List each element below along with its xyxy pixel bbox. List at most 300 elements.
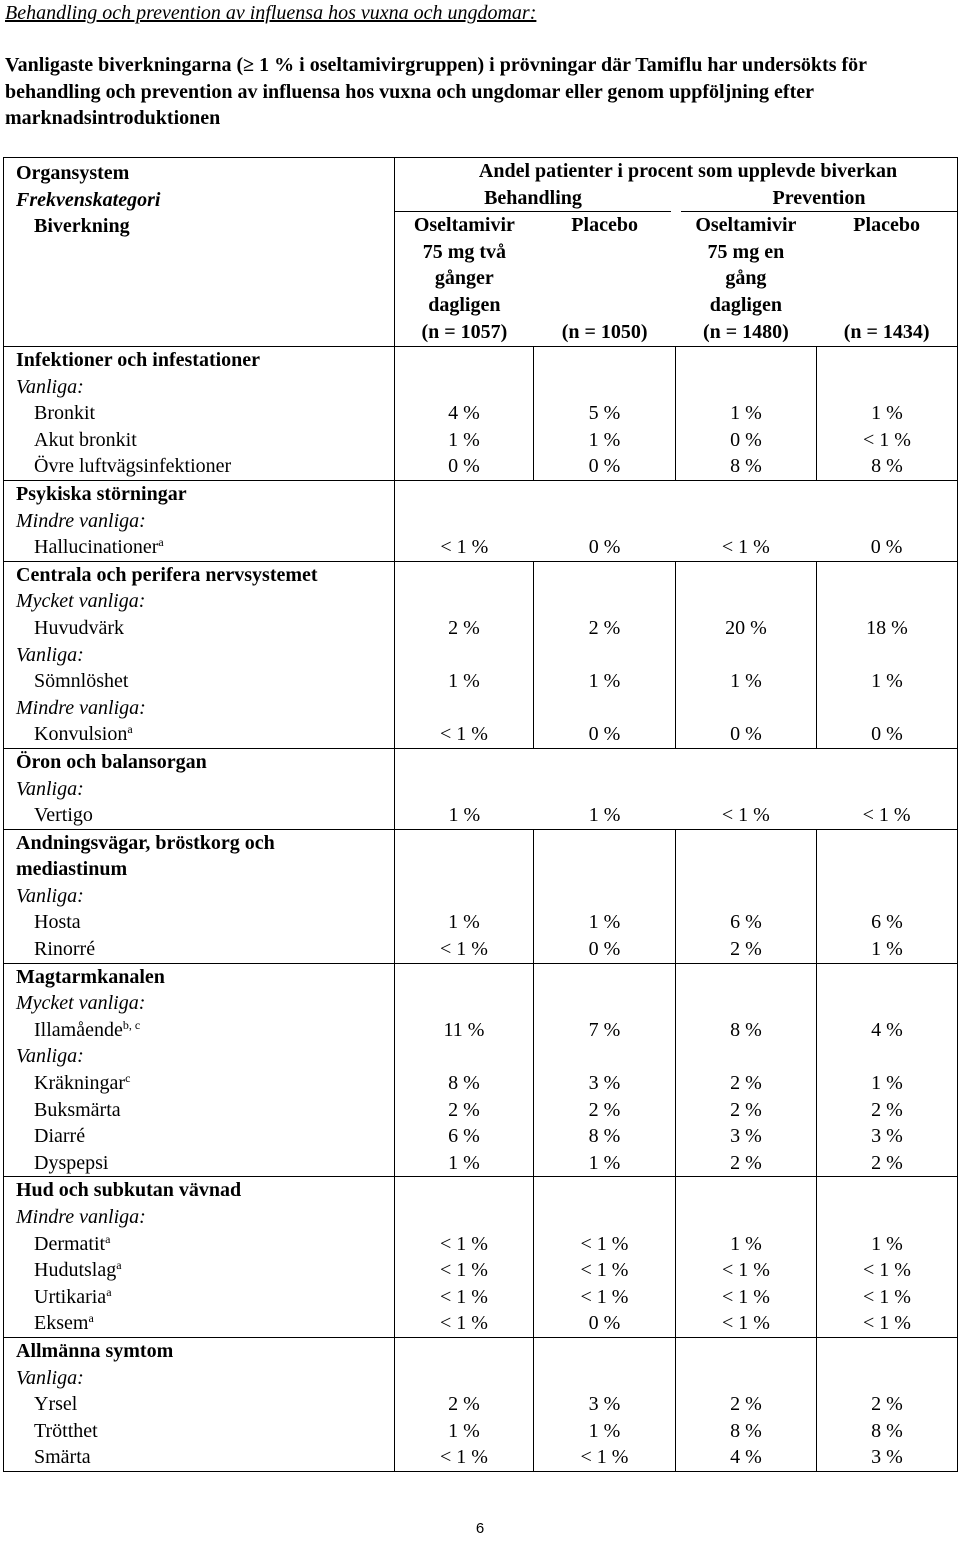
percent-value: 1 %: [448, 428, 480, 451]
value-line: [395, 802, 957, 829]
percent-value: 2 %: [730, 1072, 762, 1095]
percent-value: 0 %: [588, 536, 621, 559]
percent-value: 4 %: [448, 402, 480, 425]
percent-header: [395, 158, 958, 347]
section-values-column: [534, 1177, 676, 1338]
adverse-reaction-name: [4, 400, 394, 427]
header-column-1-line: (n = 1050): [561, 320, 648, 343]
blank-line: [395, 749, 957, 776]
row-label: Vertigo: [34, 804, 93, 827]
percent-value: 2 %: [730, 1393, 762, 1416]
percent-value: 1 %: [588, 804, 621, 827]
section-title: Öron och balansorgan: [16, 750, 207, 773]
section-title: Magtarmkanalen: [16, 965, 165, 988]
percent-value: 1 %: [588, 1419, 621, 1442]
percent-value: < 1 %: [440, 536, 489, 559]
row-label: Rinorré: [34, 938, 96, 961]
section-values-cell: [395, 748, 958, 829]
row-label: Vanliga:: [16, 375, 84, 398]
header-column-1-line: Placebo: [571, 214, 638, 237]
section-values-column: [817, 1177, 958, 1338]
adverse-reaction-name: [4, 534, 394, 561]
header-biverkning: Biverkning: [34, 215, 130, 238]
section-organ-cell: [4, 480, 395, 561]
blank-line: [676, 1365, 816, 1392]
section-organ-cell: [4, 829, 395, 963]
percent-value: 3 %: [588, 1393, 621, 1416]
row-label: Mindre vanliga:: [16, 509, 146, 532]
blank-line: [395, 1043, 533, 1070]
row-label: Kräkningar: [34, 1072, 126, 1095]
percent-value: < 1 %: [440, 1259, 488, 1282]
percent-value: 4 %: [871, 1018, 903, 1041]
adverse-reaction-name: [4, 1017, 394, 1044]
percent-value: < 1 %: [863, 1312, 911, 1335]
section-values-cell: [395, 480, 958, 561]
blank-line: [534, 642, 675, 669]
header-column-1-line: [534, 239, 676, 266]
footnote-marker: a: [116, 1258, 122, 1273]
section-row: [4, 829, 958, 963]
blank-line: [534, 1177, 675, 1204]
section-values-column: [395, 829, 534, 963]
section-organ-cell: [4, 347, 395, 481]
blank-line: [817, 830, 957, 857]
section-row: [4, 347, 958, 481]
header-column-3: [816, 212, 957, 345]
blank-line: [817, 856, 957, 883]
header-group-behandling: Behandling: [395, 185, 671, 213]
blank-line: [817, 1338, 957, 1365]
adverse-reaction-name: [4, 721, 394, 748]
adverse-reaction-name: [4, 453, 394, 480]
section-values-column: [395, 347, 534, 481]
blank-line: [395, 1338, 533, 1365]
percent-value: 4 %: [730, 1446, 762, 1469]
blank-line: [676, 1338, 816, 1365]
blank-line: [534, 562, 675, 589]
blank-line: [534, 695, 675, 722]
blank-line: [817, 964, 957, 991]
blank-line: [534, 1338, 675, 1365]
adverse-reaction-name: [4, 1418, 394, 1445]
footnote-marker: a: [105, 1231, 111, 1246]
value-line: [395, 776, 957, 803]
blank-line: [534, 588, 675, 615]
frequency-category: [4, 374, 394, 401]
percent-value: < 1 %: [440, 938, 488, 961]
footnote-marker: a: [158, 535, 164, 550]
percent-value: 2 %: [448, 1393, 480, 1416]
percent-value: 6 %: [448, 1125, 480, 1148]
percent-value: 20 %: [725, 616, 767, 639]
percent-value: < 1 %: [863, 1259, 911, 1282]
row-label: Illamående: [34, 1018, 123, 1041]
adverse-reaction-name: [4, 936, 394, 963]
section-values-column: [676, 1337, 817, 1471]
row-label: Eksem: [34, 1312, 89, 1335]
row-label: Yrsel: [34, 1393, 78, 1416]
blank-line: [534, 830, 675, 857]
section-values-column: [395, 1177, 534, 1338]
section-values-column: [817, 963, 958, 1177]
row-label: Konvulsion: [34, 723, 128, 746]
blank-line: [817, 374, 957, 401]
section-values-column: [817, 347, 958, 481]
section-values-column: [534, 347, 676, 481]
footnote-marker: b, c: [122, 1017, 141, 1032]
value-line: [395, 534, 957, 561]
row-label: Hosta: [34, 911, 81, 934]
header-organsystem: Organsystem: [16, 162, 130, 184]
blank-line: [817, 695, 957, 722]
header-column-2-line: Oseltamivir: [695, 214, 797, 237]
adverse-reaction-name: [4, 1310, 394, 1337]
section-organ-cell: [4, 561, 395, 748]
section-organ-cell: [4, 748, 395, 829]
percent-value: 1 %: [448, 670, 480, 693]
header-column-0-line: 75 mg två: [422, 240, 507, 263]
blank-line: [534, 1204, 675, 1231]
blank-line: [395, 374, 533, 401]
percent-value: 2 %: [730, 1151, 762, 1174]
page-heading: Behandling och prevention av influensa hos vuxna och ungdomar:: [5, 2, 537, 24]
section-row: [4, 1337, 958, 1471]
percent-value: 3 %: [730, 1125, 762, 1148]
row-label: Mycket vanliga:: [16, 992, 146, 1015]
header-column-0: [395, 212, 534, 345]
row-label: Mindre vanliga:: [16, 696, 146, 719]
blank-line: [676, 856, 816, 883]
blank-line: [676, 588, 816, 615]
frequency-category: [4, 883, 394, 910]
section-row: [4, 748, 958, 829]
row-label: Diarré: [34, 1125, 86, 1148]
header-column-3-line: [816, 265, 957, 292]
percent-value: 1 %: [448, 804, 481, 827]
row-label: Vanliga:: [16, 643, 84, 666]
percent-value: 1 %: [588, 1151, 621, 1174]
percent-value: 8 %: [730, 455, 762, 478]
table-intro: Vanligaste biverkningarna (≥ 1 % i oseltamivirgruppen) i prövningar där Tamiflu har undersökts för behandling och prevention av influensa hos vuxna och ungdomar eller genom uppföljning efter marknadsintroduktionen: [5, 54, 867, 129]
percent-value: 0 %: [730, 723, 762, 746]
header-column-2-line: 75 mg en: [707, 240, 785, 263]
section-title: Hud och subkutan vävnad: [16, 1179, 242, 1202]
header-frekvenskategori: Frekvenskategori: [16, 188, 161, 211]
blank-line: [676, 1043, 816, 1070]
section-values-column: [534, 829, 676, 963]
row-label: Hallucinationer: [34, 536, 159, 559]
section-title: Infektioner och infestationer: [16, 349, 261, 371]
header-columns: [395, 212, 957, 345]
percent-value: < 1 %: [440, 1232, 488, 1255]
section-organ-cell: [4, 963, 395, 1177]
percent-value: 0 %: [448, 455, 480, 478]
blank-line: [817, 1365, 957, 1392]
blank-line: [534, 856, 675, 883]
blank-line: [676, 562, 816, 589]
organ-system-header: [4, 158, 395, 347]
percent-value: 2 %: [588, 616, 621, 639]
row-label: Vanliga:: [16, 1366, 84, 1389]
percent-value: 1 %: [871, 1072, 903, 1095]
section-values-column: [817, 561, 958, 748]
frequency-category: [4, 1043, 394, 1070]
section-values-column: [817, 829, 958, 963]
section-values-column: [676, 561, 817, 748]
blank-line: [534, 1043, 675, 1070]
footnote-marker: c: [125, 1071, 131, 1086]
row-label: Urtikaria: [34, 1285, 107, 1308]
frequency-category: [4, 695, 394, 722]
section-organ-cell: [4, 1337, 395, 1471]
percent-value: 8 %: [730, 1018, 762, 1041]
header-column-1: [534, 212, 676, 345]
percent-value: 2 %: [871, 1393, 903, 1416]
header-column-0-line: dagligen: [428, 293, 501, 316]
frequency-category: [4, 508, 394, 535]
blank-line: [534, 883, 675, 910]
section-values-column: [534, 561, 676, 748]
row-label: Vanliga:: [16, 1045, 84, 1068]
blank-line: [817, 1043, 957, 1070]
percent-value: 1 %: [588, 911, 621, 934]
footnote-marker: a: [106, 1284, 112, 1299]
value-line: [395, 508, 957, 535]
blank-line: [395, 883, 533, 910]
section-values-column: [395, 1337, 534, 1471]
percent-value: < 1 %: [862, 804, 911, 827]
percent-value: 1 %: [448, 911, 480, 934]
blank-line: [817, 588, 957, 615]
blank-line: [395, 1177, 533, 1204]
section-values-column: [676, 1177, 817, 1338]
adverse-reaction-name: [4, 1070, 394, 1097]
percent-value: 1 %: [730, 670, 762, 693]
percent-value: 8 %: [871, 455, 903, 478]
percent-value: 0 %: [588, 938, 621, 961]
section-values-column: [395, 561, 534, 748]
blank-line: [395, 990, 533, 1017]
footnote-marker: a: [88, 1311, 94, 1326]
header-column-3-line: [816, 292, 957, 319]
row-label: Akut bronkit: [34, 428, 137, 451]
blank-line: [395, 856, 533, 883]
percent-value: < 1 %: [440, 1285, 488, 1308]
blank-line: [817, 883, 957, 910]
percent-value: 1 %: [871, 1232, 903, 1255]
section-row: [4, 963, 958, 1177]
percent-value: 2 %: [448, 616, 480, 639]
percent-value: 1 %: [588, 670, 621, 693]
section-values-column: [676, 829, 817, 963]
blank-line: [676, 1204, 816, 1231]
row-label: Huvudvärk: [34, 616, 124, 639]
percent-value: < 1 %: [580, 1259, 629, 1282]
blank-line: [534, 1365, 675, 1392]
percent-value: 5 %: [588, 402, 621, 425]
blank-line: [534, 347, 675, 374]
blank-line: [676, 642, 816, 669]
blank-line: [676, 1177, 816, 1204]
header-column-3-line: [816, 239, 957, 266]
percent-value: 11 %: [443, 1018, 485, 1041]
percent-value: < 1 %: [722, 1285, 770, 1308]
adverse-reaction-name: [4, 1231, 394, 1258]
percent-value: 0 %: [588, 1312, 621, 1335]
row-label: Dermatit: [34, 1232, 106, 1255]
blank-line: [676, 695, 816, 722]
percent-value: < 1 %: [863, 428, 911, 451]
header-column-0-line: Oseltamivir: [413, 214, 515, 237]
section-values-column: [534, 963, 676, 1177]
row-label: Hudutslag: [34, 1259, 117, 1282]
header-percent-title: Andel patienter i procent som upplevde biverkan: [478, 160, 898, 182]
percent-value: 3 %: [871, 1125, 903, 1148]
page-number: 6: [475, 1520, 485, 1537]
row-label: Buksmärta: [34, 1098, 121, 1121]
header-column-2: [676, 212, 817, 345]
percent-value: 0 %: [588, 723, 621, 746]
section-title: Allmänna symtom: [16, 1339, 174, 1362]
section-title: Psykiska störningar: [16, 482, 187, 505]
section-organ-cell: [4, 1177, 395, 1338]
blank-line: [676, 964, 816, 991]
adverse-reaction-name: [4, 1284, 394, 1311]
percent-value: 2 %: [730, 1098, 762, 1121]
frequency-category: [4, 1204, 394, 1231]
frequency-category: [4, 642, 394, 669]
percent-value: < 1 %: [580, 1446, 629, 1469]
frequency-category: [4, 776, 394, 803]
adverse-reaction-name: [4, 1123, 394, 1150]
header-column-2-line: (n = 1480): [702, 320, 789, 343]
header-column-2-line: dagligen: [709, 293, 782, 316]
percent-value: 6 %: [871, 911, 903, 934]
percent-value: < 1 %: [440, 1312, 488, 1335]
percent-value: 0 %: [588, 455, 621, 478]
section-values-column: [395, 963, 534, 1177]
adverse-reaction-name: [4, 802, 394, 829]
blank-line: [817, 990, 957, 1017]
percent-value: 1 %: [448, 1419, 480, 1442]
percent-value: < 1 %: [580, 1232, 629, 1255]
adverse-reaction-name: [4, 427, 394, 454]
section-title: Andningsvägar, bröstkorg och: [16, 831, 275, 854]
blank-line: [534, 964, 675, 991]
blank-line: [534, 990, 675, 1017]
table-header-row: [4, 158, 958, 347]
footnote-marker: a: [127, 722, 133, 737]
adverse-reaction-name: [4, 1150, 394, 1177]
blank-line: [395, 695, 533, 722]
percent-value: 2 %: [588, 1098, 621, 1121]
row-label: Smärta: [34, 1446, 91, 1469]
percent-value: 8 %: [588, 1125, 621, 1148]
frequency-category: [4, 990, 394, 1017]
adverse-reaction-name: [4, 1257, 394, 1284]
header-column-3-line: Placebo: [853, 214, 920, 237]
adverse-reaction-name: [4, 668, 394, 695]
percent-value: 3 %: [588, 1072, 621, 1095]
header-column-2-line: gång: [725, 267, 767, 290]
header-column-0-line: (n = 1057): [421, 320, 508, 343]
blank-line: [395, 642, 533, 669]
row-label: Sömnlöshet: [34, 670, 129, 693]
blank-line: [676, 830, 816, 857]
header-group-prevention: Prevention: [681, 185, 957, 213]
section-title: mediastinum: [16, 858, 128, 881]
percent-value: 3 %: [871, 1446, 903, 1469]
blank-line: [817, 1177, 957, 1204]
blank-line: [395, 481, 957, 508]
blank-line: [395, 347, 533, 374]
percent-value: < 1 %: [722, 1259, 770, 1282]
percent-value: < 1 %: [721, 804, 770, 827]
percent-value: < 1 %: [440, 1446, 488, 1469]
percent-value: 1 %: [871, 402, 903, 425]
percent-value: 0 %: [871, 723, 903, 746]
percent-value: 1 %: [448, 1151, 480, 1174]
percent-value: < 1 %: [721, 536, 770, 559]
adverse-reaction-name: [4, 615, 394, 642]
header-column-1-line: [534, 292, 676, 319]
header-column-0-line: gånger: [434, 267, 494, 290]
header-column-3-line: (n = 1434): [843, 320, 930, 343]
blank-line: [395, 830, 533, 857]
frequency-category: [4, 588, 394, 615]
percent-value: 7 %: [588, 1018, 621, 1041]
section-row: [4, 1177, 958, 1338]
section-values-column: [534, 1337, 676, 1471]
percent-value: 2 %: [448, 1098, 480, 1121]
blank-line: [817, 562, 957, 589]
percent-value: 0 %: [870, 536, 903, 559]
percent-value: 1 %: [730, 1232, 762, 1255]
percent-value: 0 %: [730, 428, 762, 451]
blank-line: [676, 883, 816, 910]
blank-line: [395, 588, 533, 615]
blank-line: [817, 642, 957, 669]
percent-value: 18 %: [866, 616, 908, 639]
blank-line: [395, 1365, 533, 1392]
adverse-reaction-name: [4, 1097, 394, 1124]
section-values-column: [676, 347, 817, 481]
blank-line: [676, 990, 816, 1017]
blank-line: [676, 347, 816, 374]
percent-value: 6 %: [730, 911, 762, 934]
frequency-category: [4, 1365, 394, 1392]
row-label: Dyspepsi: [34, 1151, 109, 1174]
row-label: Vanliga:: [16, 884, 84, 907]
blank-line: [817, 347, 957, 374]
blank-line: [676, 374, 816, 401]
percent-value: 8 %: [448, 1072, 480, 1095]
row-label: Övre luftvägsinfektioner: [34, 455, 232, 478]
row-label: Bronkit: [34, 402, 96, 425]
row-label: Mycket vanliga:: [16, 590, 146, 613]
section-row: [4, 561, 958, 748]
blank-line: [817, 1204, 957, 1231]
adverse-reaction-name: [4, 909, 394, 936]
percent-value: 2 %: [871, 1151, 903, 1174]
header-column-1-line: [534, 265, 676, 292]
percent-value: 2 %: [871, 1098, 903, 1121]
row-label: Mindre vanliga:: [16, 1206, 146, 1228]
adverse-reaction-name: [4, 1444, 394, 1471]
row-label: Trötthet: [34, 1419, 98, 1442]
blank-line: [395, 562, 533, 589]
